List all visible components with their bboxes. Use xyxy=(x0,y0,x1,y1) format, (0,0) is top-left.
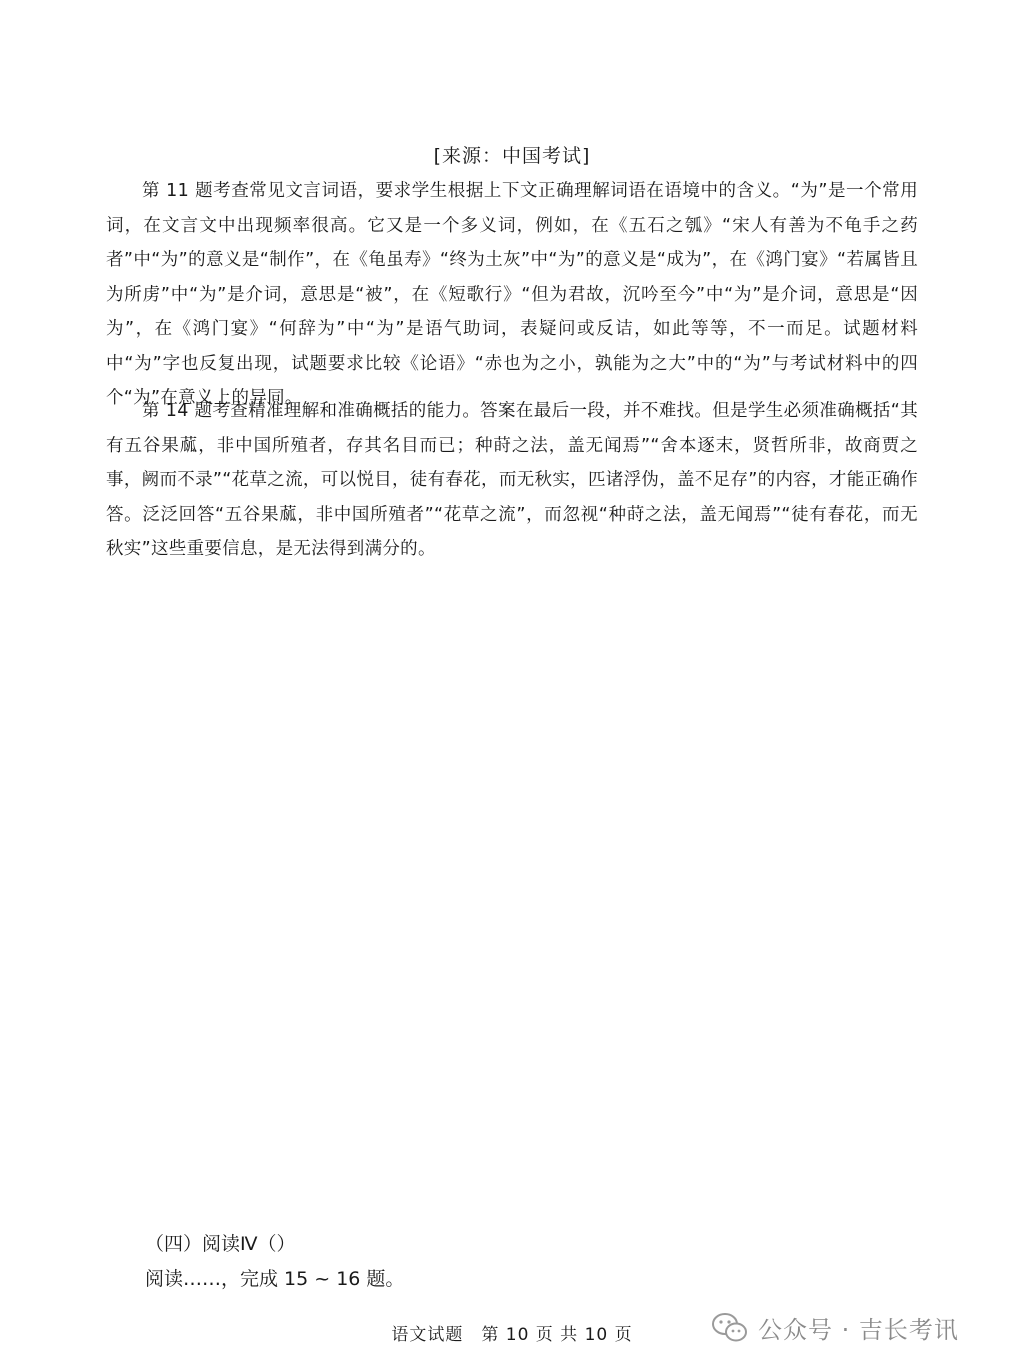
wechat-icon xyxy=(712,1312,748,1344)
source-note: [来源：中国考试] xyxy=(433,145,591,167)
section-heading: （四）阅读Ⅳ（） xyxy=(145,1233,296,1255)
page-footer: 语文试题 第 10 页 共 10 页 xyxy=(391,1325,633,1345)
paragraph-question-11: 第 11 题考查常见文言词语，要求学生根据上下文正确理解词语在语境中的含义。“为”是一个常用词，在文言文中出现频率很高。它又是一个多义词，例如，在《五石之瓠》“宋人有善为不龟手之药者”中“为”的意义是“制作”，在《龟虽寿》“终为土灰”中“为”的意义是“成为”，在《鸿门宴》“若属皆且为所虏”中“为”是介词，意思是“被”，在《短歌行》“但为君故，沉吟至今”中“为”是介词，意思是“因为”，在《鸿门宴》“何辞为”中“为”是语气助词，表疑问或反诘，如此等等，不一而足。试题材料中“为”字也反复出现，试题要求比较《论语》“赤也为之小，孰能为之大”中的“为”与考试材料中的四个“为”在意义上的异同。 xyxy=(106,181,918,408)
paragraph-question-14: 第 14 题考查精准理解和准确概括的能力。答案在最后一段，并不难找。但是学生必须准确概括“其有五谷果蓏，非中国所殖者，存其名目而已；种莳之法，盖无闻焉”“舍本逐末，贤哲所非，故商贾之事，阙而不录”“花草之流，可以悦目，徒有春花，而无秋实，匹诸浮伪，盖不足存”的内容，才能正确作答。泛泛回答“五谷果蓏，非中国所殖者”“花草之流”，而忽视“种莳之法，盖无闻焉”“徒有春花，而无秋实”这些重要信息，是无法得到满分的。 xyxy=(106,401,918,559)
watermark xyxy=(712,1310,959,1345)
watermark-text: 公众号 · 吉长考讯 xyxy=(758,1316,959,1344)
reading-instruction: 阅读……，完成 15 ~ 16 题。 xyxy=(145,1268,405,1290)
